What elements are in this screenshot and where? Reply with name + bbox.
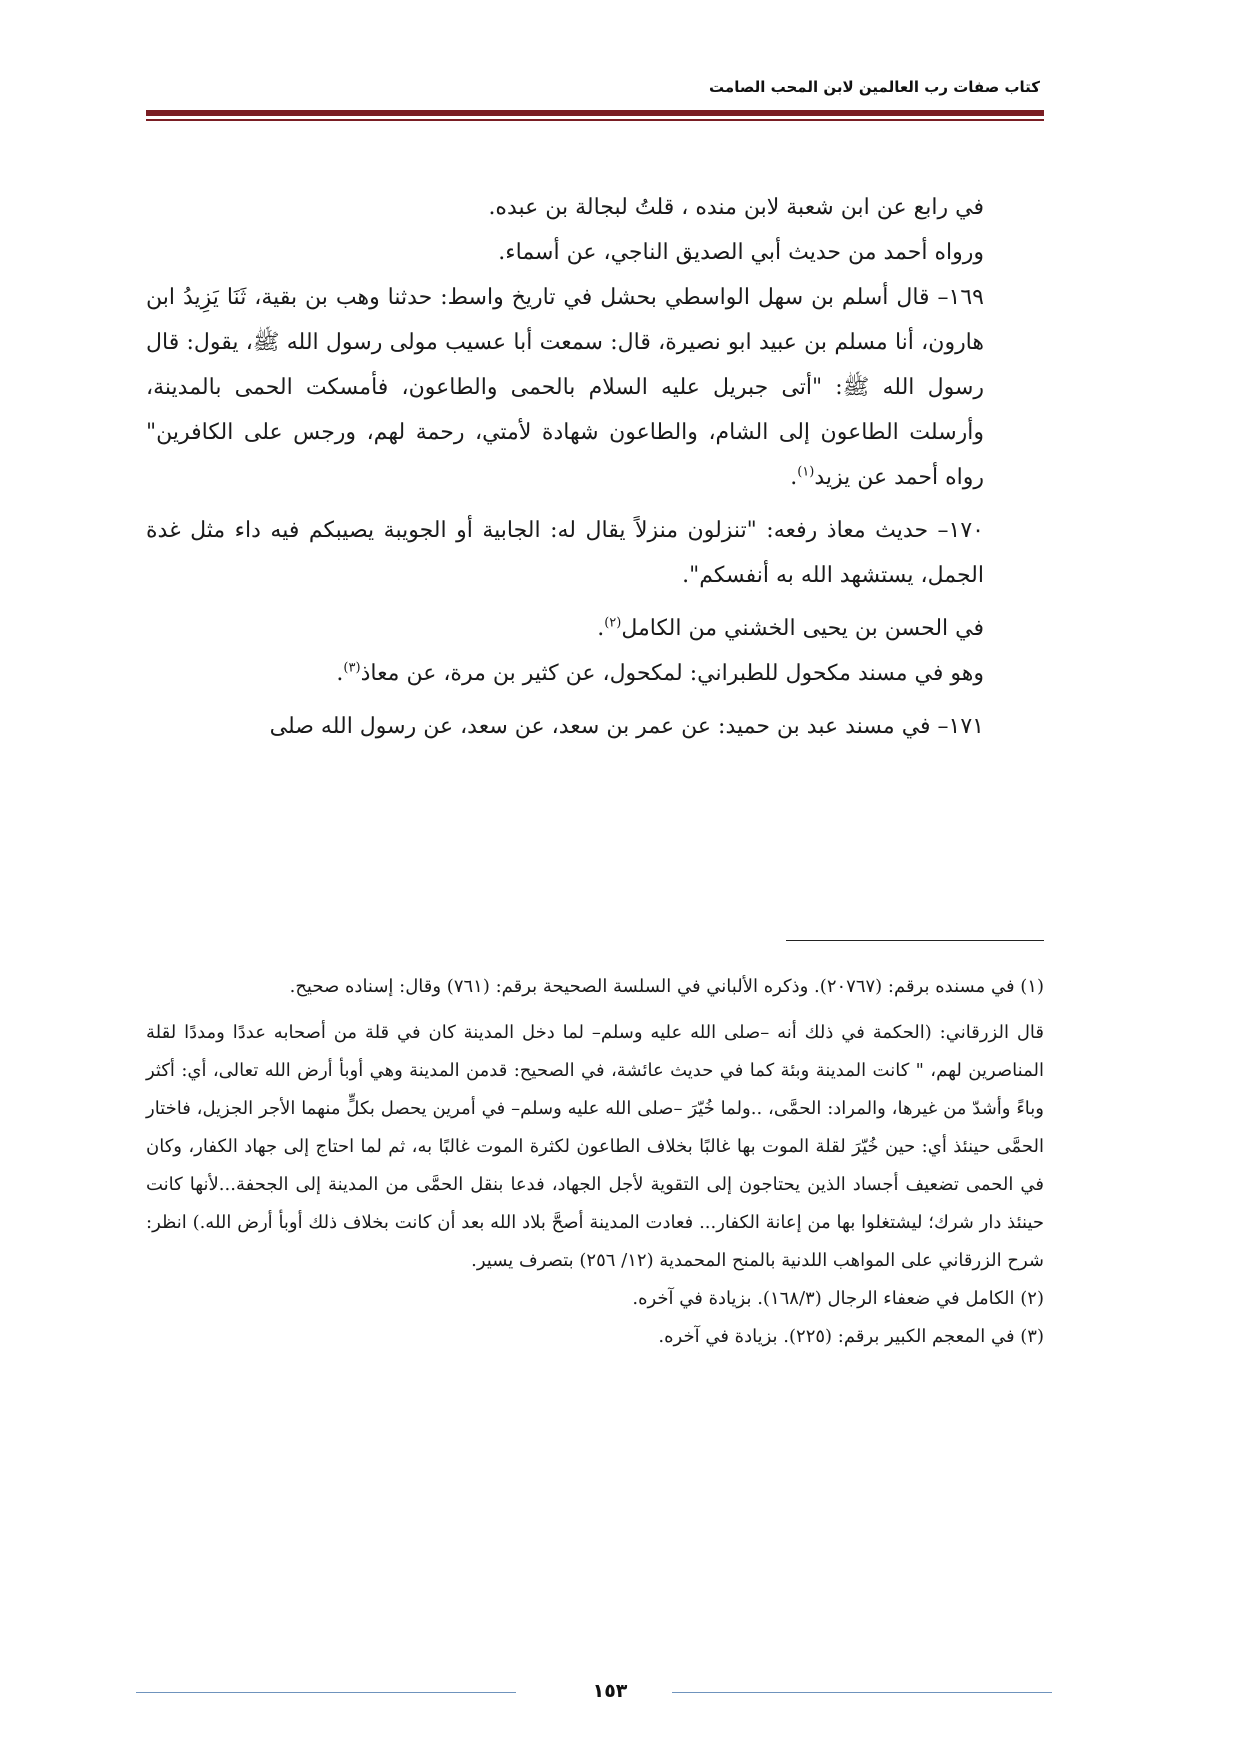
- main-text: [146, 185, 1044, 749]
- paragraph: [146, 651, 1044, 696]
- running-header-title: كتاب صفات رب العالمين لابن المحب الصامت: [709, 78, 1040, 96]
- footnote-3: (٣) في المعجم الكبير برقم: (٢٢٥). بزيادة في آخره.: [658, 1326, 1044, 1347]
- footnote-2: (٢) الكامل في ضعفاء الرجال (١٦٨/٣). بزيادة في آخره.: [632, 1288, 1044, 1309]
- punctuation: .: [790, 465, 798, 490]
- page-number: ١٥٣: [592, 1680, 628, 1702]
- paragraph-text: في الحسن بن يحيى الخشني من الكامل: [621, 616, 984, 641]
- punctuation: .: [336, 661, 344, 686]
- punctuation: .: [597, 616, 605, 641]
- paragraph-text: وهو في مسند مكحول للطبراني: لمكحول، عن كثير بن مرة، عن معاذ: [360, 661, 984, 686]
- hadith-171: ١٧١– في مسند عبد بن حميد: عن عمر بن سعد، عن سعد، عن رسول الله صلى: [269, 714, 984, 739]
- paragraph: في رابع عن ابن شعبة لابن منده ، قلتُ لبجالة بن عبده.: [488, 195, 984, 220]
- header-rule: [146, 110, 1044, 116]
- hadith-169-text: ١٦٩– قال أسلم بن سهل الواسطي بحشل في تاريخ واسط: حدثنا وهب بن بقية، ثَنَا يَزِيدُ ابن هارون، أنا مسلم بن عبيد ابو نصيرة، قال: سمعت أبا عسيب مولى رسول الله ﷺ، يقول: قال رسول الله ﷺ: "أتى جبريل عليه السلام بالحمى والطاعون، فأمسكت الحمى بالمدينة، وأرسلت الطاعون إلى الشام، والطاعون شهادة لأمتي، رحمة لهم، ورجس على الكافرين" رواه أحمد عن يزيد: [146, 285, 984, 490]
- footnote-marker-3: (٣): [343, 660, 361, 676]
- hadith-170: ١٧٠– حديث معاذ رفعه: "تنزلون منزلاً يقال له: الجابية أو الجويبة يصيبكم فيه داء مثل غدة الجمل، يستشهد الله به أنفسكم".: [146, 518, 984, 588]
- header-rule-secondary: [146, 119, 1044, 121]
- footnote-separator: [786, 940, 1044, 941]
- paragraph: [146, 606, 1044, 651]
- footnote-marker-1: (١): [797, 464, 815, 480]
- hadith-169: [146, 275, 1044, 500]
- footer-rule-left: [136, 1692, 516, 1693]
- footnotes: [146, 968, 1044, 1356]
- footnote-1-quote: قال الزرقاني: (الحكمة في ذلك أنه –صلى الله عليه وسلم– لما دخل المدينة كان في قلة من أصحابه عددًا ومددًا لقلة المناصرين لهم، " كانت المدينة وبئة كما في حديث عائشة، في الصحيح: قدمن المدينة وهي أوبأ أرض الله تعالى، أي: أكثر وباءً وأشدّ من غيرها، والمراد: الحمَّى، ..ولما خُيّرَ –صلى الله عليه وسلم– في أمرين يحصل بكلٍّ منهما الأجر الجزيل، فاختار الحمَّى حينئذ أي: حين خُيّرَ لقلة الموت بها غالبًا بخلاف الطاعون لكثرة الموت غالبًا به، ثم لما احتاج إلى جهاد الكفار، وكان في الحمى تضعيف أجساد الذين يحتاجون إلى التقوية لأجل الجهاد، فدعا بنقل الحمَّى من المدينة إلى الجحفة...لأنها كانت حينئذ دار شرك؛ ليشتغلوا بها من إعانة الكفار... فعادت المدينة أصحَّ بلاد الله بعد أن كانت بخلاف ذلك أوبأ أرض الله.) انظر: شرح الزرقاني على المواهب اللدنية بالمنح المحمدية (١٢/ ٢٥٦) بتصرف يسير.: [146, 1022, 1044, 1271]
- footnote-1: (١) في مسنده برقم: (٢٠٧٦٧). وذكره الألباني في السلسة الصحيحة برقم: (٧٦١) وقال: إسناده صحيح.: [289, 976, 1044, 997]
- footnote-marker-2: (٢): [604, 615, 622, 631]
- paragraph: ورواه أحمد من حديث أبي الصديق الناجي، عن أسماء.: [498, 240, 984, 265]
- footer-rule-right: [672, 1692, 1052, 1693]
